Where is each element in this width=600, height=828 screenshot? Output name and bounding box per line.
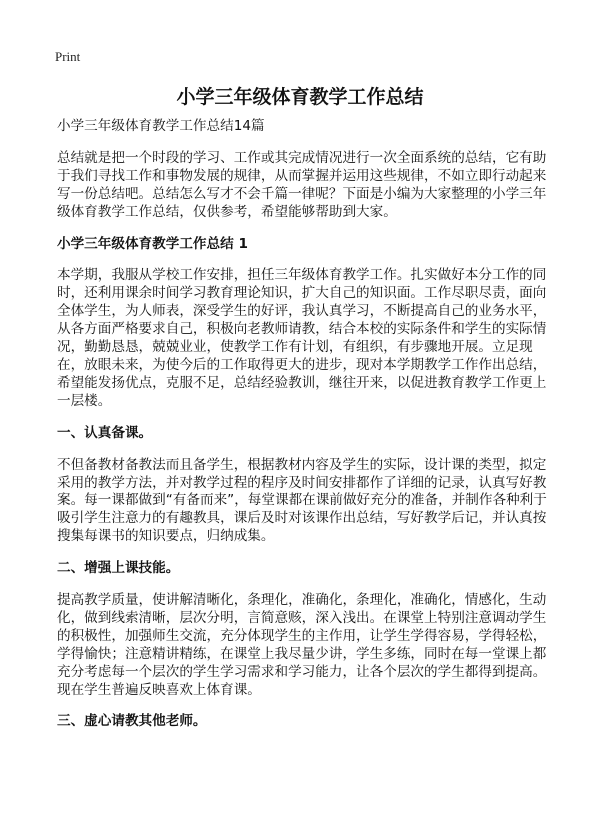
section-heading: 小学三年级体育教学工作总结 1 xyxy=(57,235,248,252)
subheading-2: 二、增强上课技能。 xyxy=(57,560,180,577)
subtitle: 小学三年级体育教学工作总结14篇 xyxy=(57,118,265,134)
paragraph-2: 提高教学质量，使讲解清晰化，条理化，准确化，条理化，准确化，情感化，生动化，做到线索清晰，层次分明，言简意赅，深入浅出。在课堂上特别注意调动学生的积极性，加强师生交流，充分体现学生的主作用，让学生学得容易，学得轻松，学得愉快；注意精讲精练，在课堂上我尽量少讲，学生多练，同时在每一堂课上都充分考虑每一个层次的学生学习需求和学习能力，让各个层次的学生都得到提高。现在学生普遍反映喜欢上体育课。 xyxy=(57,592,547,698)
subheading-1: 一、认真备课。 xyxy=(57,424,153,441)
section-paragraph: 本学期，我服从学校工作安排，担任三年级体育教学工作。扎实做好本分工作的同时，还利用课余时间学习教育理论知识，扩大自己的知识面。工作尽职尽责，面向全体学生，为人师表，深受学生的好评，我认真学习，不断提高自己的业务水平，从各方面严格要求自己，积极向老教师请教，结合本校的实际条件和学生的实际情况，勤勤恳恳，兢兢业业，使教学工作有计划，有组织，有步骤地开展。立足现在，放眼未来，为使今后的工作取得更大的进步，现对本学期教学工作作出总结，希望能发扬优点，克服不足，总结经验教训，继往开来，以促进教育教学工作更上一层楼。 xyxy=(57,267,547,409)
intro-paragraph: 总结就是把一个时段的学习、工作或其完成情况进行一次全面系统的总结，它有助于我们寻找工作和事物发展的规律，从而掌握并运用这些规律，不如立即行动起来写一份总结吧。总结怎么写才不会千篇一律呢？下面是小编为大家整理的小学三年级体育教学工作总结，仅供参考，希望能够帮助到大家。 xyxy=(57,149,547,220)
print-link[interactable]: Print xyxy=(55,49,81,64)
page-title: 小学三年级体育教学工作总结 xyxy=(176,86,424,108)
document-body xyxy=(57,118,549,745)
subheading-3: 三、虚心请教其他老师。 xyxy=(57,713,207,730)
paragraph-1: 不但备教材备教法而且备学生，根据教材内容及学生的实际，设计课的类型，拟定采用的教学方法，并对教学过程的程序及时间安排都作了详细的记录，认真写好教案。每一课都做到“有备而来”，每堂课都在课前做好充分的准备，并制作各种利于吸引学生注意力的有趣教具，课后及时对该课作出总结，写好教学后记，并认真按搜集每课书的知识要点，归纳成集。 xyxy=(57,456,547,545)
